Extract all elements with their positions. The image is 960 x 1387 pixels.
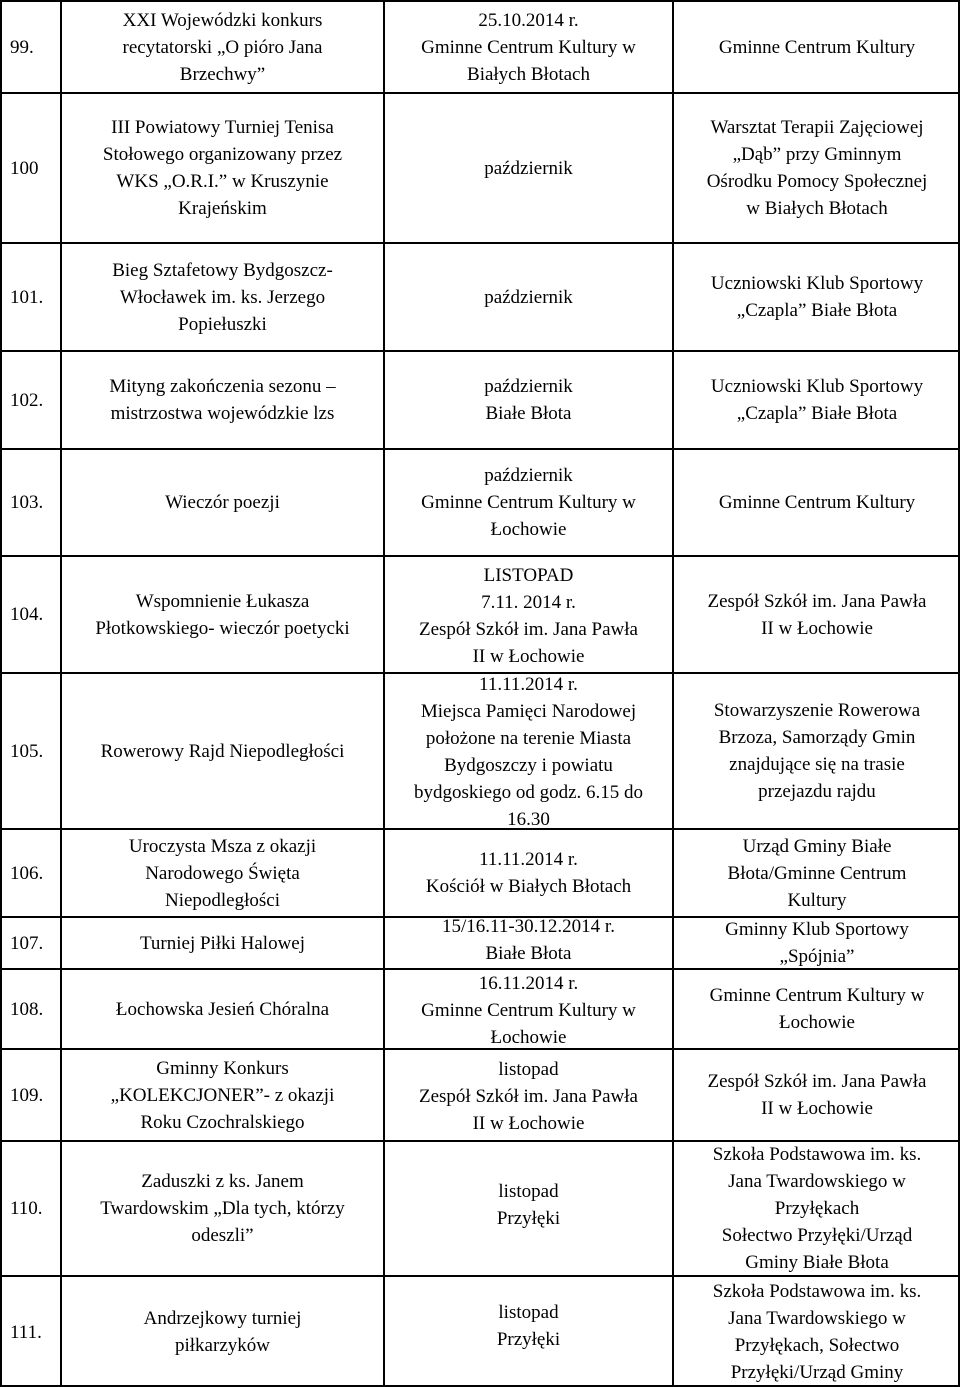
row-number — [2, 1050, 68, 1140]
event-name-text — [103, 114, 342, 222]
row-number-text: 108. — [10, 998, 44, 1020]
text-line: Bieg Sztafetowy Bydgoszcz- — [112, 259, 333, 281]
event-date-place — [385, 970, 672, 1050]
event-date-place-text — [426, 846, 631, 900]
text-line: WKS „O.R.I.” w Kruszynie — [116, 171, 329, 192]
row-number — [2, 830, 68, 916]
text-line: Szkoła Podstawowa im. ks. — [712, 1281, 922, 1302]
text-line: „Czapla” Białe Błota — [736, 300, 898, 321]
text-line: Uczniowski Klub Sportowy — [710, 376, 924, 397]
event-date-place — [385, 352, 672, 448]
row-number — [2, 674, 68, 828]
text-line: „KOLEKCJONER”- z okazji — [110, 1084, 335, 1106]
row-number — [2, 94, 68, 242]
text-line: Gminny Klub Sportowy — [725, 919, 909, 940]
text-line: 25.10.2014 r. — [478, 9, 579, 31]
row-number-text: 100 — [10, 157, 39, 179]
text-line: Narodowego Święta — [145, 862, 300, 884]
text-line: Brzoza, Samorządy Gmin — [718, 727, 916, 748]
event-date-place-text — [421, 970, 636, 1050]
text-line: Stołowego organizowany przez — [102, 144, 343, 165]
event-organizer — [674, 557, 960, 672]
event-organizer-text — [719, 34, 915, 61]
event-name-text — [129, 833, 316, 914]
event-organizer-text — [725, 918, 909, 968]
event-date-place-text — [497, 1299, 560, 1353]
text-line: Warsztat Terapii Zajęciowej — [710, 117, 924, 138]
text-line: Szkoła Podstawowa im. ks. — [712, 1144, 922, 1165]
event-organizer — [674, 1050, 960, 1140]
text-line: Ośrodku Pomocy Społecznej — [706, 171, 928, 192]
event-organizer-text — [713, 1278, 921, 1386]
row-number-text: 104. — [10, 604, 44, 625]
event-organizer-text — [719, 489, 915, 516]
event-name — [62, 918, 383, 968]
text-line: 16.30 — [507, 809, 550, 830]
text-line: Białych Błotach — [467, 63, 590, 85]
event-organizer-text — [711, 373, 923, 427]
event-organizer — [674, 352, 960, 448]
row-number-text: 99. — [10, 36, 34, 58]
text-line: październik — [484, 376, 573, 397]
text-line: w Białych Błotach — [746, 198, 888, 219]
text-line: Płotkowskiego- wieczór poetycki — [95, 617, 350, 639]
text-line: piłkarzyków — [175, 1335, 270, 1356]
event-name — [62, 674, 383, 828]
event-name-text — [140, 930, 305, 957]
event-name — [62, 830, 383, 916]
event-name — [62, 450, 383, 555]
text-line: Przyłękach — [774, 1198, 860, 1219]
event-organizer — [674, 94, 960, 242]
text-line: Zespół Szkół im. Jana Pawła — [707, 590, 927, 612]
event-date-place-text — [421, 462, 636, 543]
text-line: 11.11.2014 r. — [479, 849, 578, 870]
text-line: 15/16.11-30.12.2014 r. — [442, 918, 615, 937]
event-name-text — [111, 1055, 335, 1136]
event-date-place-text — [484, 373, 573, 427]
text-line: listopad — [498, 1302, 559, 1323]
text-line: Białe Błota — [485, 943, 572, 962]
text-line: Przyłęki — [496, 1329, 561, 1350]
row-number-text: 103. — [10, 492, 44, 513]
event-date-place-text — [497, 1178, 560, 1232]
text-line: Sołectwo Przyłęki/Urząd — [721, 1225, 913, 1246]
row-number-text: 109. — [10, 1084, 44, 1106]
text-line: odeszli” — [191, 1225, 254, 1246]
event-date-place — [385, 844, 672, 902]
text-line: Jana Twardowskiego w — [728, 1308, 906, 1329]
text-line: Kościół w Białych Błotach — [425, 876, 632, 897]
text-line: Uroczysta Msza z okazji — [128, 835, 317, 857]
event-date-place — [385, 1292, 672, 1360]
event-organizer-text — [714, 697, 920, 805]
text-line: Uczniowski Klub Sportowy — [710, 273, 924, 294]
text-line: 11.11.2014 r. — [479, 674, 578, 695]
text-line: położone na terenie Miasta — [425, 728, 632, 749]
text-line: recytatorski „O pióro Jana — [122, 36, 323, 58]
text-line: październik — [484, 465, 573, 486]
text-line: Zaduszki z ks. Janem — [141, 1171, 304, 1192]
event-name — [62, 244, 383, 350]
text-line: Bydgoszczy i powiatu — [444, 755, 613, 776]
event-organizer — [674, 1142, 960, 1275]
text-line: Gminne Centrum Kultury — [718, 36, 916, 58]
text-line: Rowerowy Rajd Niepodległości — [100, 740, 345, 762]
event-organizer-text — [708, 588, 927, 642]
text-line: Kultury — [787, 889, 847, 911]
text-line: październik — [484, 157, 573, 179]
text-line: listopad — [498, 1181, 559, 1202]
event-name — [62, 557, 383, 672]
text-line: Łochowska Jesień Chóralna — [115, 998, 330, 1020]
row-number-text: 101. — [10, 286, 44, 308]
event-date-place — [385, 560, 672, 672]
event-date-place — [385, 450, 672, 555]
event-organizer — [674, 1277, 960, 1387]
event-name — [62, 2, 383, 92]
event-name-text — [95, 588, 349, 642]
event-date-place-text — [419, 1056, 638, 1137]
event-date-place — [385, 2, 672, 92]
text-line: Wspomnienie Łukasza — [135, 590, 310, 612]
row-number — [2, 244, 68, 350]
event-name — [62, 1142, 383, 1275]
text-line: Gminne Centrum Kultury w — [709, 985, 925, 1006]
event-organizer — [674, 918, 960, 968]
text-line: Gminne Centrum Kultury w — [421, 492, 636, 513]
event-name-text — [144, 1305, 302, 1359]
text-line: III Powiatowy Turniej Tenisa — [111, 117, 334, 138]
event-organizer — [674, 244, 960, 350]
text-line: II w Łochowie — [472, 1112, 585, 1134]
text-line: Wieczór poezji — [165, 492, 280, 513]
event-organizer — [674, 674, 960, 828]
event-name — [62, 1277, 383, 1387]
text-line: mistrzostwa wojewódzkie lzs — [110, 403, 335, 424]
text-line: Brzechwy” — [179, 63, 266, 85]
text-line: Roku Czochralskiego — [140, 1111, 305, 1133]
text-line: „Dąb” przy Gminnym — [732, 144, 902, 165]
event-organizer-text — [710, 982, 925, 1036]
text-line: Gminy Białe Błota — [745, 1252, 889, 1273]
text-line: 7.11. 2014 r. — [481, 592, 576, 613]
text-line: przejazdu rajdu — [758, 781, 876, 802]
text-line: Przyłękach, Sołectwo — [734, 1335, 900, 1356]
text-line: Błota/Gminne Centrum — [727, 862, 907, 884]
text-line: Gminne Centrum Kultury w — [421, 999, 636, 1021]
text-line: Białe Błota — [485, 403, 572, 424]
row-number — [2, 557, 68, 672]
event-name-text — [100, 1168, 345, 1249]
text-line: Łochowie — [490, 519, 567, 540]
text-line: Mityng zakończenia sezonu – — [109, 376, 336, 397]
text-line: II w Łochowie — [761, 1098, 873, 1119]
text-line: Niepodległości — [164, 889, 280, 911]
row-number — [2, 1277, 68, 1387]
text-line: listopad — [498, 1058, 559, 1080]
text-line: Gminny Konkurs — [156, 1057, 289, 1079]
event-date-place — [385, 1054, 672, 1138]
event-date-place — [385, 674, 672, 830]
text-line: Zespół Szkół im. Jana Pawła — [419, 619, 638, 640]
event-organizer-text — [708, 1068, 927, 1122]
event-date-place-text — [419, 562, 638, 670]
text-line: „Czapla” Białe Błota — [736, 403, 898, 424]
text-line: LISTOPAD — [483, 565, 574, 586]
text-line: bydgoskiego od godz. 6.15 do — [413, 782, 644, 803]
text-line: Przyłęki — [496, 1208, 561, 1229]
row-number — [2, 2, 68, 92]
event-name-text — [101, 738, 345, 765]
event-organizer — [674, 2, 960, 92]
event-date-place — [385, 94, 672, 242]
text-line: Zespół Szkół im. Jana Pawła — [419, 1085, 638, 1107]
event-name-text — [116, 996, 329, 1023]
event-name — [62, 970, 383, 1048]
row-number-text: 106. — [10, 862, 44, 884]
event-name-text — [109, 373, 335, 427]
event-organizer — [674, 970, 960, 1048]
text-line: Twardowskim „Dla tych, którzy — [100, 1198, 345, 1219]
text-line: Andrzejkowy turniej — [143, 1308, 302, 1329]
event-date-place — [385, 918, 672, 962]
text-line: „Spójnia” — [779, 946, 855, 967]
row-number — [2, 1142, 68, 1275]
row-number-text: 102. — [10, 389, 44, 411]
event-name — [62, 1050, 383, 1140]
text-line: Stowarzyszenie Rowerowa — [713, 700, 921, 721]
text-line: znajdujące się na trasie — [729, 754, 905, 775]
row-number-text: 105. — [10, 740, 44, 762]
event-name — [62, 94, 383, 242]
event-organizer-text — [711, 270, 923, 324]
event-date-place — [385, 244, 672, 350]
event-date-place — [385, 1170, 672, 1240]
text-line: Łochowie — [779, 1012, 855, 1033]
event-name — [62, 352, 383, 448]
text-line: Zespół Szkół im. Jana Pawła — [707, 1071, 927, 1092]
event-date-place-text — [414, 674, 643, 830]
text-line: Gminne Centrum Kultury w — [421, 36, 636, 58]
row-number-text: 110. — [10, 1198, 43, 1219]
event-organizer — [674, 830, 960, 916]
text-line: Turniej Piłki Halowej — [139, 932, 306, 954]
event-organizer — [674, 450, 960, 555]
event-organizer-text — [728, 833, 907, 914]
text-line: Łochowie — [490, 1026, 567, 1048]
event-name-text — [112, 257, 333, 338]
event-date-place-text — [421, 7, 636, 88]
row-number — [2, 352, 68, 448]
text-line: Popiełuszki — [178, 313, 267, 335]
text-line: Włocławek im. ks. Jerzego — [119, 286, 326, 308]
row-number — [2, 450, 68, 555]
event-organizer-text — [713, 1142, 921, 1275]
text-line: Urząd Gminy Białe — [742, 835, 892, 857]
text-line: Gminne Centrum Kultury — [718, 492, 916, 513]
row-number — [2, 918, 68, 968]
event-date-place-text — [484, 155, 573, 182]
text-line: II w Łochowie — [761, 617, 873, 639]
row-number — [2, 970, 68, 1048]
text-line: październik — [484, 286, 573, 308]
row-number-text: 107. — [10, 932, 44, 954]
text-line: Miejsca Pamięci Narodowej — [420, 701, 637, 722]
text-line: Przyłęki/Urząd Gminy — [730, 1362, 904, 1383]
event-name-text — [123, 7, 323, 88]
event-name-text — [165, 489, 280, 516]
event-date-place-text — [484, 284, 573, 311]
text-line: Krajeńskim — [178, 198, 267, 219]
text-line: 16.11.2014 r. — [478, 972, 579, 994]
text-line: II w Łochowie — [472, 646, 585, 667]
text-line: XXI Wojewódzki konkurs — [122, 9, 323, 31]
event-organizer-text — [707, 114, 928, 222]
text-line: Jana Twardowskiego w — [728, 1171, 906, 1192]
event-date-place-text — [442, 918, 615, 962]
row-number-text: 111. — [10, 1321, 42, 1343]
